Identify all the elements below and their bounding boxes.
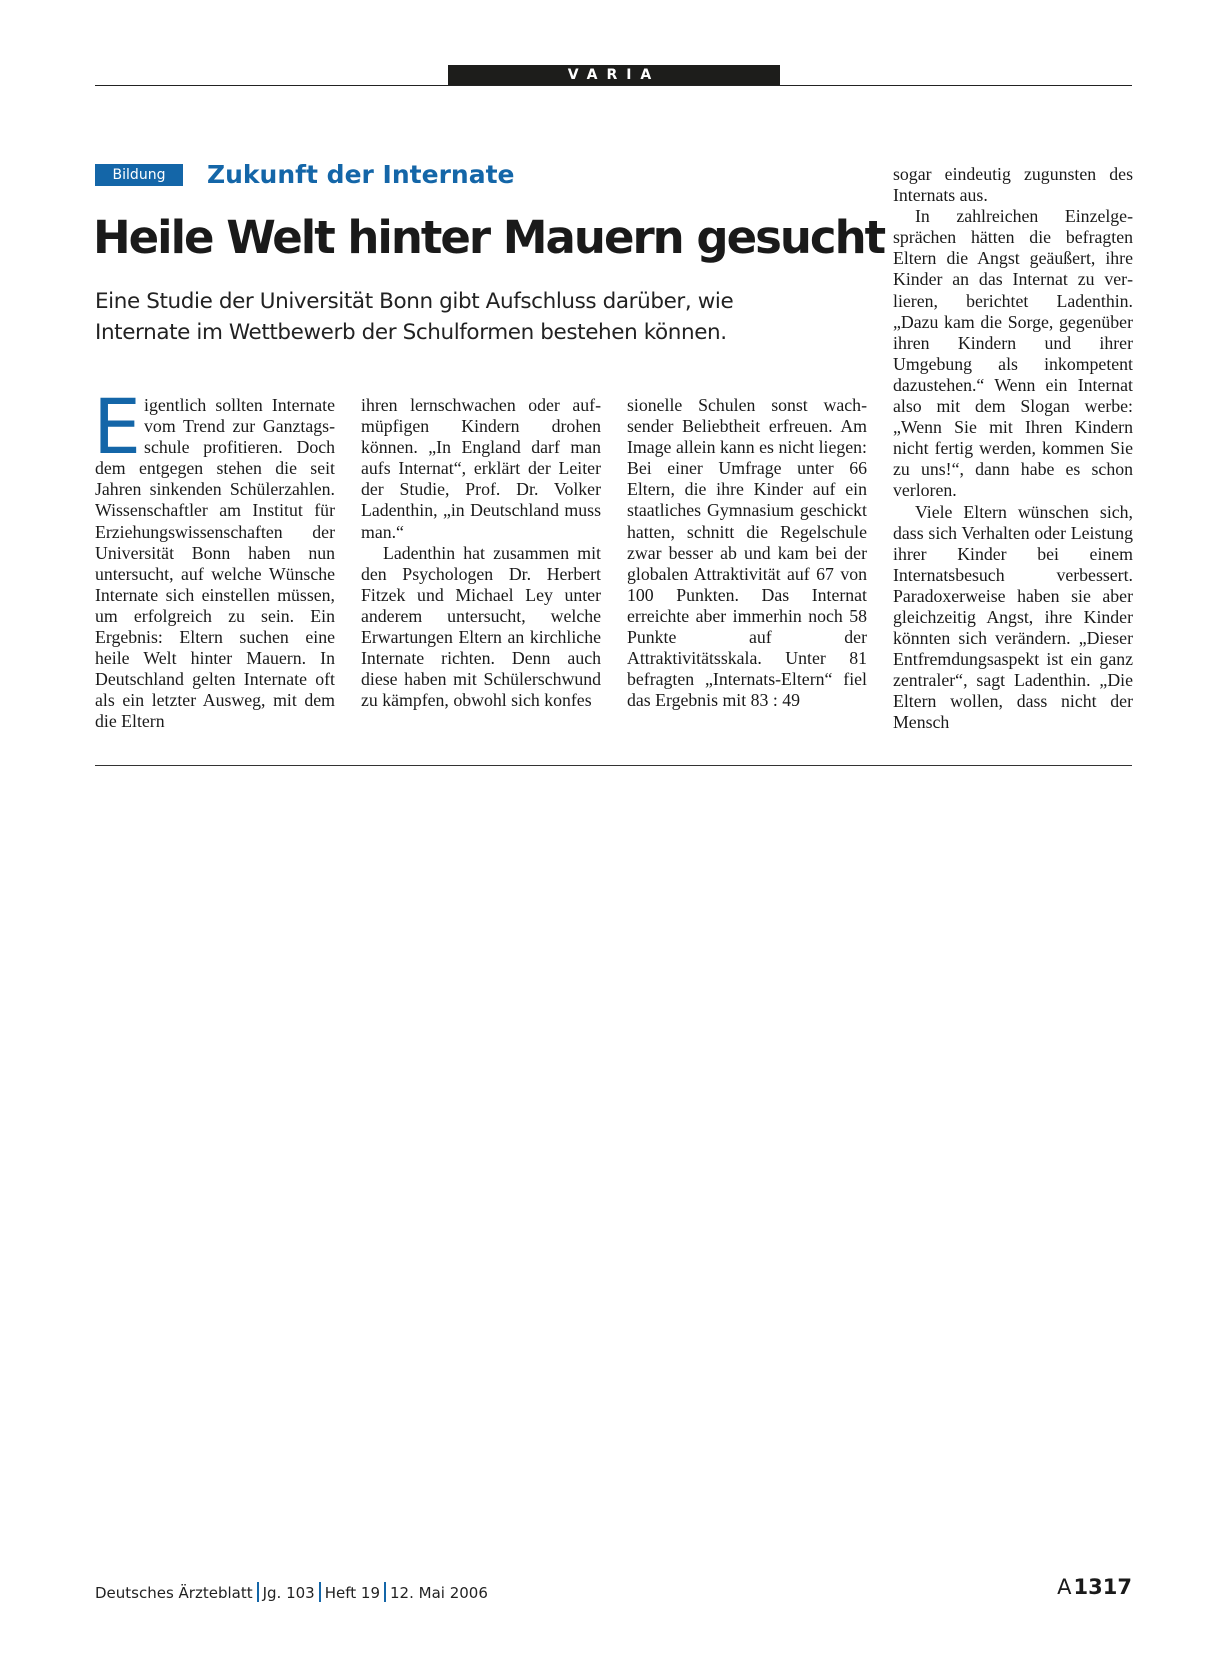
body-column-2 bbox=[361, 395, 601, 711]
kicker-title: Zukunft der Internate bbox=[207, 160, 515, 189]
page-number bbox=[1057, 1575, 1132, 1599]
body-paragraph: Ladenthin hat zusammen mit den Psychologen Dr. Herbert Fitzek und Michael Ley unter anderem untersucht, welche Erwartungen Eltern an kirchliche Internate richten. Denn auch diese haben mit Schülerschwund zu kämpfen, obwohl sich konfes bbox=[361, 542, 601, 711]
body-paragraph: sionelle Schulen sonst wachsender Beliebtheit erfreuen. Am Image allein kann es nicht liegen: Bei einer Umfrage unter 66 Eltern, die ihre Kinder auf ein staatliches Gymnasium geschickt hatten, schnitt die Regelschule zwar besser ab und kam bei der globalen Attraktivität auf 67 von 100 Punkten. Das Internat erreichte aber immerhin noch 58 Punkte auf der Attraktivitätsskala. Unter 81 befragten „Internats-Eltern“ fiel das Ergebnis mit 83 : 49 bbox=[627, 395, 867, 711]
header-rule bbox=[95, 85, 1132, 86]
footer-separator bbox=[319, 1582, 321, 1602]
body-column-1 bbox=[93, 382, 335, 733]
section-label: VARIA bbox=[448, 65, 780, 85]
drop-cap: E bbox=[93, 382, 142, 471]
footer-citation bbox=[95, 1582, 488, 1602]
issue: Heft 19 bbox=[324, 1584, 380, 1602]
body-column-4 bbox=[893, 164, 1133, 734]
body-paragraph: ihren lernschwachen oder aufmüpfigen Kindern drohen können. „In England darf man aufs Internat“, erklärt der Leiter der Studie, Prof. Dr. Volker Ladenthin, „in Deutschland muss man.“ bbox=[361, 395, 601, 542]
body-paragraph: Eigentlich sollten Internate vom Trend zur Ganztagsschule profitieren. Doch dem entgegen stehen die seit Jahren sinkenden Schülerzahlen. Wissenschaftler am Institut für Erziehungswissenschaften der Universität Bonn haben nun untersucht, auf welche Wünsche Internate sich einstellen müssen, um erfolgreich zu sein. Ein Ergebnis: Eltern suchen eine heile Welt hinter Mauern. In Deutschland gelten Internate oft als ein letzter Ausweg, mit dem die Eltern bbox=[93, 382, 335, 732]
page-number-value: 1317 bbox=[1073, 1575, 1132, 1599]
lead-paragraph: Eine Studie der Universität Bonn gibt Aufschluss darüber, wie Internate im Wettbewerb der Schulformen bestehen können. bbox=[95, 289, 734, 345]
headline: Heile Welt hinter Mauern gesucht bbox=[93, 211, 885, 264]
footer-separator bbox=[257, 1582, 259, 1602]
volume: Jg. 103 bbox=[262, 1584, 315, 1602]
body-paragraph: sogar eindeutig zugunsten des Internats aus. bbox=[893, 164, 1133, 206]
body-column-3 bbox=[627, 395, 867, 711]
body-paragraph: In zahlreichen Einzelgesprächen hätten die befragten Eltern die Angst geäußert, ihre Kinder an das Internat zu verlieren, berichtet Ladenthin. „Dazu kam die Sorge, gegenüber ihren Kindern und ihrer Umgebung als inkompetent dazustehen.“ Wenn ein Internat also mit dem Slogan werbe: „Wenn Sie mit Ihren Kindern nicht fertig werden, kommen Sie zu uns!“, dann habe es schon verloren. bbox=[893, 206, 1133, 501]
body-paragraph: Viele Eltern wünschen sich, dass sich Verhalten oder Leistung ihrer Kinder bei einem Internatsbesuch verbessert. Paradoxerweise haben sie aber gleichzeitig Angst, ihre Kinder könnten sich verändern. „Dieser Entfremdungsaspekt ist ein ganz zentraler“, sagt Ladenthin. „Die Eltern wollen, dass nicht der Mensch bbox=[893, 501, 1133, 733]
category-tag: Bildung bbox=[95, 164, 183, 186]
article-end-rule bbox=[95, 765, 1132, 766]
issue-date: 12. Mai 2006 bbox=[390, 1584, 488, 1602]
footer-separator bbox=[384, 1582, 386, 1602]
journal-name: Deutsches Ärzteblatt bbox=[95, 1584, 253, 1602]
page-prefix: A bbox=[1057, 1575, 1072, 1599]
